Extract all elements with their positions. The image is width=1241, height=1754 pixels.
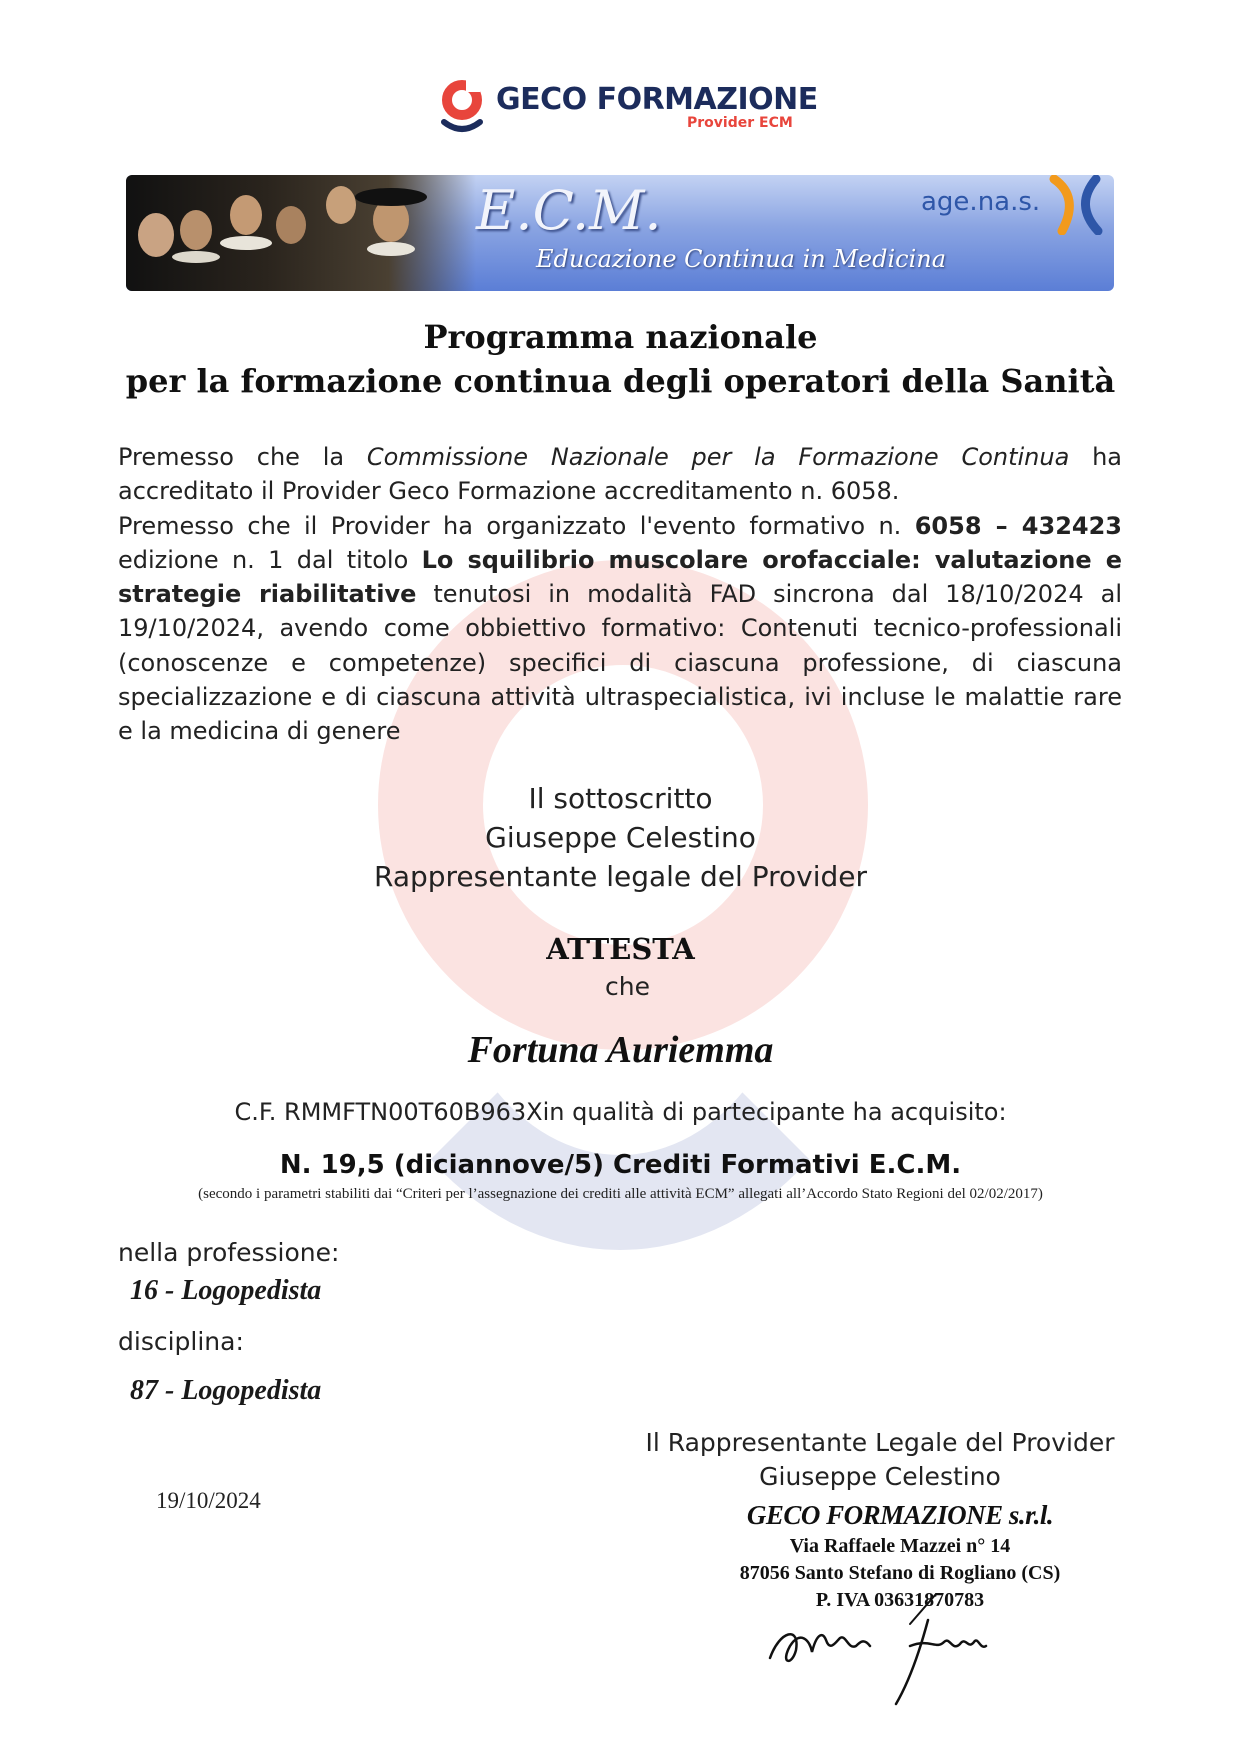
credits-line: N. 19,5 (diciannove/5) Crediti Formativi E.C.M. (279, 1150, 962, 1180)
handwritten-signature (760, 1580, 1020, 1710)
signature-line-1: Il Rappresentante Legale del Provider (645, 1428, 1115, 1457)
ecm-banner (126, 175, 1114, 291)
event-code: 6058 – 432423 (914, 511, 1123, 540)
banner-subtitle: Educazione Continua in Medicina (536, 245, 947, 273)
profession-value: 16 - Logopedista (130, 1275, 322, 1306)
intro-p1-end: ha accreditato il Provider Geco Formazione accreditamento n. 6058. (118, 443, 1122, 506)
geco-logo (440, 78, 820, 138)
banner-title: E.C.M. (476, 179, 662, 242)
signature-line-2: Giuseppe Celestino (759, 1462, 1001, 1491)
stamp-company-name: GECO FORMAZIONE s.r.l. (746, 1500, 1054, 1530)
heading-line-2: per la formazione continua degli operatori della Sanità (125, 362, 1116, 400)
stamp-city: 87056 Santo Stefano di Rogliano (CS) (739, 1562, 1061, 1584)
attesta-heading: ATTESTA (546, 932, 695, 966)
issue-date: 19/10/2024 (156, 1488, 261, 1513)
intro-paragraph (118, 440, 1122, 749)
discipline-label: disciplina: (118, 1327, 244, 1356)
logo-subtitle: Provider ECM (687, 115, 793, 131)
logo-name: GECO FORMAZIONE (496, 82, 818, 117)
geco-logo-icon (440, 78, 488, 138)
agenas-logo-icon (1046, 175, 1106, 235)
participant-name: Fortuna Auriemma (467, 1029, 774, 1071)
stamp-vat: P. IVA 03631870783 (815, 1589, 985, 1611)
heading-line-1: Programma nazionale (423, 318, 818, 356)
painting-figures (126, 175, 476, 291)
participant-cf-line: C.F. RMMFTN00T60B963Xin qualità di partecipante ha acquisito: (234, 1098, 1007, 1126)
banner-painting (126, 175, 476, 291)
stamp-address: Via Raffaele Mazzei n° 14 (789, 1535, 1011, 1557)
discipline-value: 87 - Logopedista (130, 1375, 322, 1406)
event-title: Lo squilibrio muscolare orofacciale: valutazione e strategie riabilitative (118, 545, 1123, 609)
signer-line-1: Il sottoscritto (528, 782, 713, 815)
agenas-logo-text: age.na.s. (921, 187, 1041, 217)
signer-line-3: Rappresentante legale del Provider (373, 860, 868, 893)
intro-p2-end: tenutosi in modalità FAD sincrona dal 18/10/2024 al 19/10/2024, avendo come obbiettivo formativo: Contenuti tecnico-professionali (conoscenze e competenze) specifici di ciascuna professione, di ciascuna specializzazione e di ciascuna attività ultraspecialistica, ivi incluse le malattie rare e la medicina di genere (118, 580, 1123, 746)
intro-p2-edition: edizione n. 1 dal titolo (118, 545, 422, 574)
signer-line-2: Giuseppe Celestino (485, 821, 756, 854)
commission-name: Commissione Nazionale per la Formazione Continua (366, 443, 1070, 471)
profession-label: nella professione: (118, 1238, 340, 1267)
attesta-che: che (605, 972, 650, 1001)
intro-p1-start: Premesso che la (118, 443, 367, 471)
intro-p2-start: Premesso che il Provider ha organizzato l'evento formativo n. (118, 511, 915, 540)
credits-note: (secondo i parametri stabiliti dai “Criteri per l’assegnazione dei crediti alle attività ECM” allegati all’Accordo Stato Regioni del 02/02/2017) (198, 1186, 1043, 1202)
